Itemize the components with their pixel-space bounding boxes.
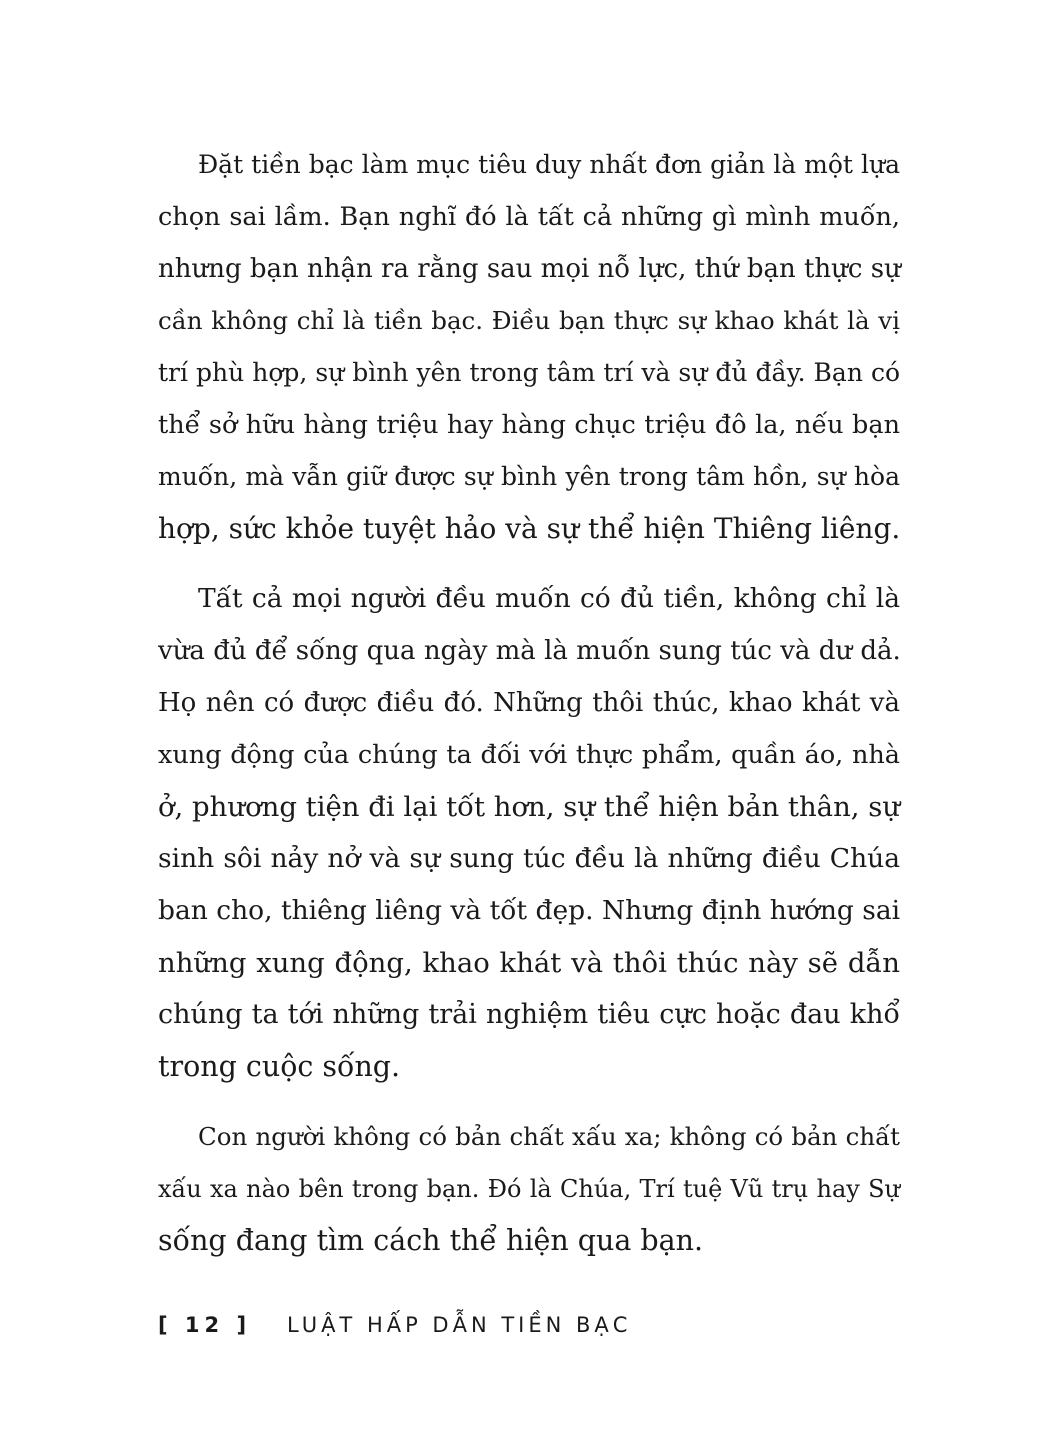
paragraph-line: ở, phương tiện đi lại tốt hơn, sự thể hiện bản thân, sự [158, 791, 901, 823]
paragraph-line: sống đang tìm cách thể hiện qua bạn. [158, 1224, 704, 1257]
running-title: LUẬT HẤP DẪN TIỀN BẠC [287, 1313, 632, 1337]
paragraph-line: vừa đủ để sống qua ngày mà là muốn sung túc và dư dả. [158, 636, 901, 666]
paragraph-line: cần không chỉ là tiền bạc. Điều bạn thực sự khao khát là vị [158, 306, 900, 335]
paragraph-line: Con người không có bản chất xấu xa; không có bản chất [198, 1122, 900, 1151]
paragraph-line: muốn, mà vẫn giữ được sự bình yên trong tâm hồn, sự hòa [158, 462, 900, 491]
paragraph-line: nhưng bạn nhận ra rằng sau mọi nỗ lực, thứ bạn thực sự [158, 254, 901, 284]
paragraph-line: Đặt tiền bạc làm mục tiêu duy nhất đơn giản là một lựa [198, 150, 900, 179]
page-footer [158, 1305, 631, 1345]
paragraph-line: những xung động, khao khát và thôi thúc này sẽ dẫn [158, 947, 900, 979]
paragraph-line: Tất cả mọi người đều muốn có đủ tiền, không chỉ là [198, 583, 900, 614]
paragraph-line: chọn sai lầm. Bạn nghĩ đó là tất cả những gì mình muốn, [158, 202, 900, 232]
paragraph-line: hợp, sức khỏe tuyệt hảo và sự thể hiện Thiêng liêng. [158, 512, 901, 545]
paragraph-line: sinh sôi nảy nở và sự sung túc đều là những điều Chúa [158, 843, 900, 874]
paragraph-line: trí phù hợp, sự bình yên trong tâm trí và sự đủ đầy. Bạn có [158, 358, 900, 387]
paragraph-line: chúng ta tới những trải nghiệm tiêu cực hoặc đau khổ [158, 999, 900, 1030]
paragraph-line: xấu xa nào bên trong bạn. Đó là Chúa, Trí tuệ Vũ trụ hay Sự [158, 1175, 900, 1203]
paragraph-line: Họ nên có được điều đó. Những thôi thúc, khao khát và [158, 688, 900, 718]
paragraph-line: xung động của chúng ta đối với thực phẩm, quần áo, nhà [158, 740, 900, 770]
page-number: [ 12 ] [158, 1313, 252, 1337]
paragraph-line: thể sở hữu hàng triệu hay hàng chục triệu đô la, nếu bạn [158, 410, 900, 440]
paragraph-line: trong cuộc sống. [158, 1050, 401, 1083]
paragraph-line: ban cho, thiêng liêng và tốt đẹp. Nhưng định hướng sai [158, 895, 901, 926]
